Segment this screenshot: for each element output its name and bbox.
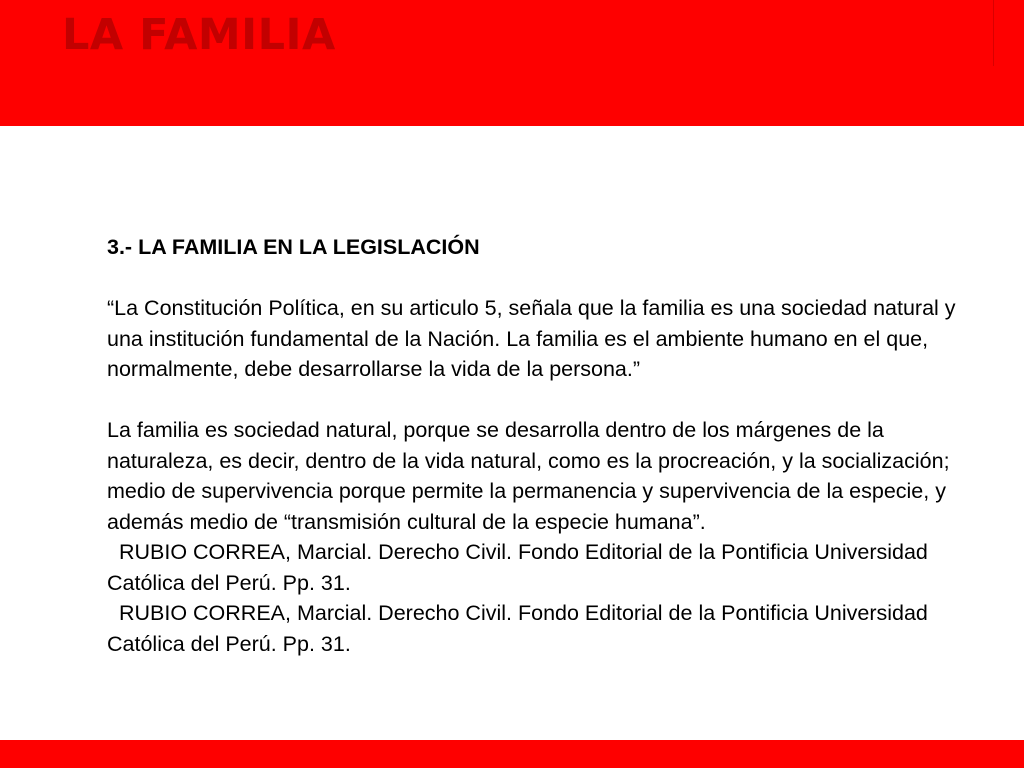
body-paragraph: La familia es sociedad natural, porque se desarrolla dentro de los márgenes de la naturaleza, es decir, dentro de la vida natural, como es la procreación, y la socialización; medio de supervivencia porque permite la permanencia y supervivencia de la especie, y además medio de “transmisión cultural de la especie humana”. (107, 418, 950, 534)
reference-citation: RUBIO CORREA, Marcial. Derecho Civil. Fondo Editorial de la Pontificia Universidad Católica del Perú. Pp. 31. (107, 540, 934, 595)
constitution-quote: “La Constitución Política, en su articulo 5, señala que la familia es una sociedad natural y una institución fundamental de la Nación. La familia es el ambiente humano en el que, normalmente, debe desarrollarse la vida de la persona.” (107, 296, 956, 381)
section-title: 3.- LA FAMILIA EN LA LEGISLACIÓN (107, 235, 480, 259)
footer-band (0, 740, 1024, 768)
slide-title: LA FAMILIA (62, 10, 336, 60)
spacer (107, 385, 957, 416)
reference-citation: RUBIO CORREA, Marcial. Derecho Civil. Fondo Editorial de la Pontificia Universidad Católica del Perú. Pp. 31. (107, 601, 934, 656)
spacer (107, 263, 957, 294)
header-band (0, 0, 1024, 126)
header-divider (993, 0, 994, 66)
slide-body (107, 232, 957, 659)
